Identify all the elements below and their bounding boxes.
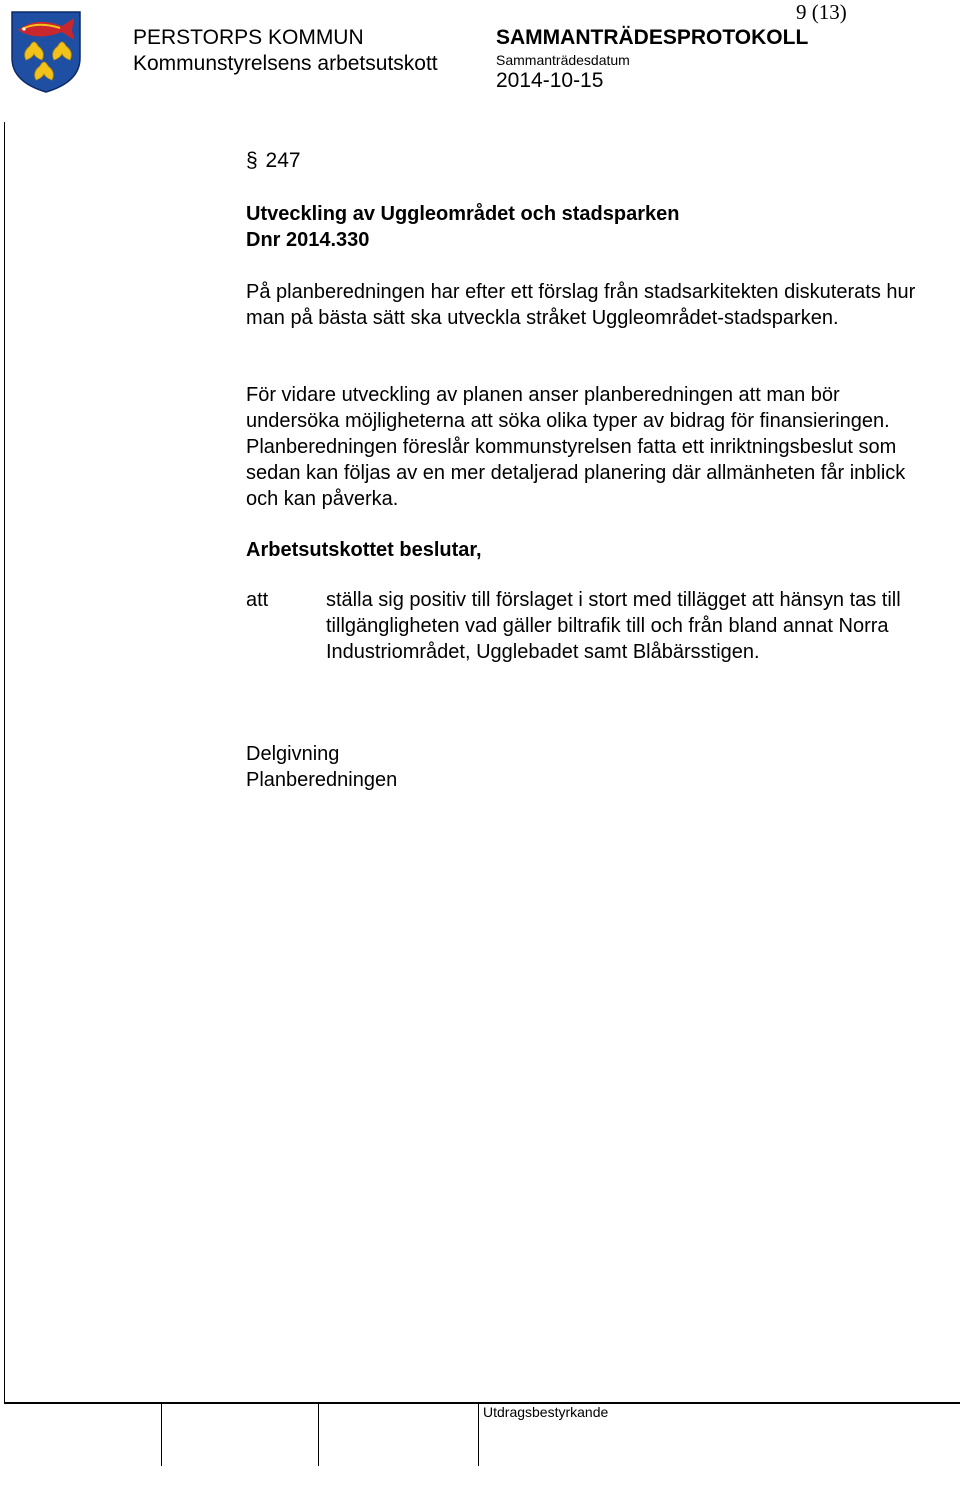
paragraph-1: På planberedningen har efter ett förslag från stadsarkitekten diskuterats hur man på bästa sätt ska utveckla stråket Uggleområdet-stadsparken. [246, 281, 916, 329]
coat-of-arms-logo [10, 10, 82, 94]
date-label: Sammanträdesdatum [496, 52, 630, 68]
signature-box-divider [318, 1404, 319, 1466]
date-value: 2014-10-15 [496, 69, 604, 92]
decision-heading: Arbetsutskottet beslutar, [246, 539, 482, 561]
decision-label: att [246, 589, 269, 611]
delivery-block [246, 741, 397, 793]
signature-box-divider [161, 1404, 162, 1466]
footer-line [4, 1402, 960, 1404]
certification-label: Utdragsbestyrkande [483, 1404, 609, 1420]
page-number: 9 (13) [796, 0, 847, 24]
section-number [246, 148, 301, 174]
section-symbol: § [246, 149, 258, 172]
paragraph-2: För vidare utveckling av planen anser planberedningen att man bör undersöka möjligheterna att söka olika typer av bidrag för finansieringen. Planberedningen föreslår kommunstyrelsen fatta ett inriktningsbeslut som sedan kan följas av en mer detaljerad planering där allmänheten får inblick och kan påverka. [246, 384, 906, 510]
department-name: Kommunstyrelsens arbetsutskott [133, 52, 438, 75]
protocol-title: SAMMANTRÄDESPROTOKOLL [496, 26, 809, 49]
decision-text: ställa sig positiv till förslaget i stort med tillägget att hänsyn tas till tillgängligheten vad gäller biltrafik till och från bland annat Norra Industriområdet, Ugglebadet samt Blåbärsstigen. [326, 589, 901, 663]
delivery-recipient: Planberedningen [246, 769, 398, 791]
section-title-text: Utveckling av Uggleområdet och stadsparken [246, 203, 680, 225]
section-number-value: 247 [265, 149, 301, 172]
section-title [246, 201, 679, 253]
diary-number: Dnr 2014.330 [246, 229, 370, 251]
organization-name: PERSTORPS KOMMUN [133, 26, 364, 49]
delivery-heading: Delgivning [246, 743, 340, 765]
signature-box-divider [478, 1404, 479, 1466]
left-margin-line [4, 122, 5, 1402]
